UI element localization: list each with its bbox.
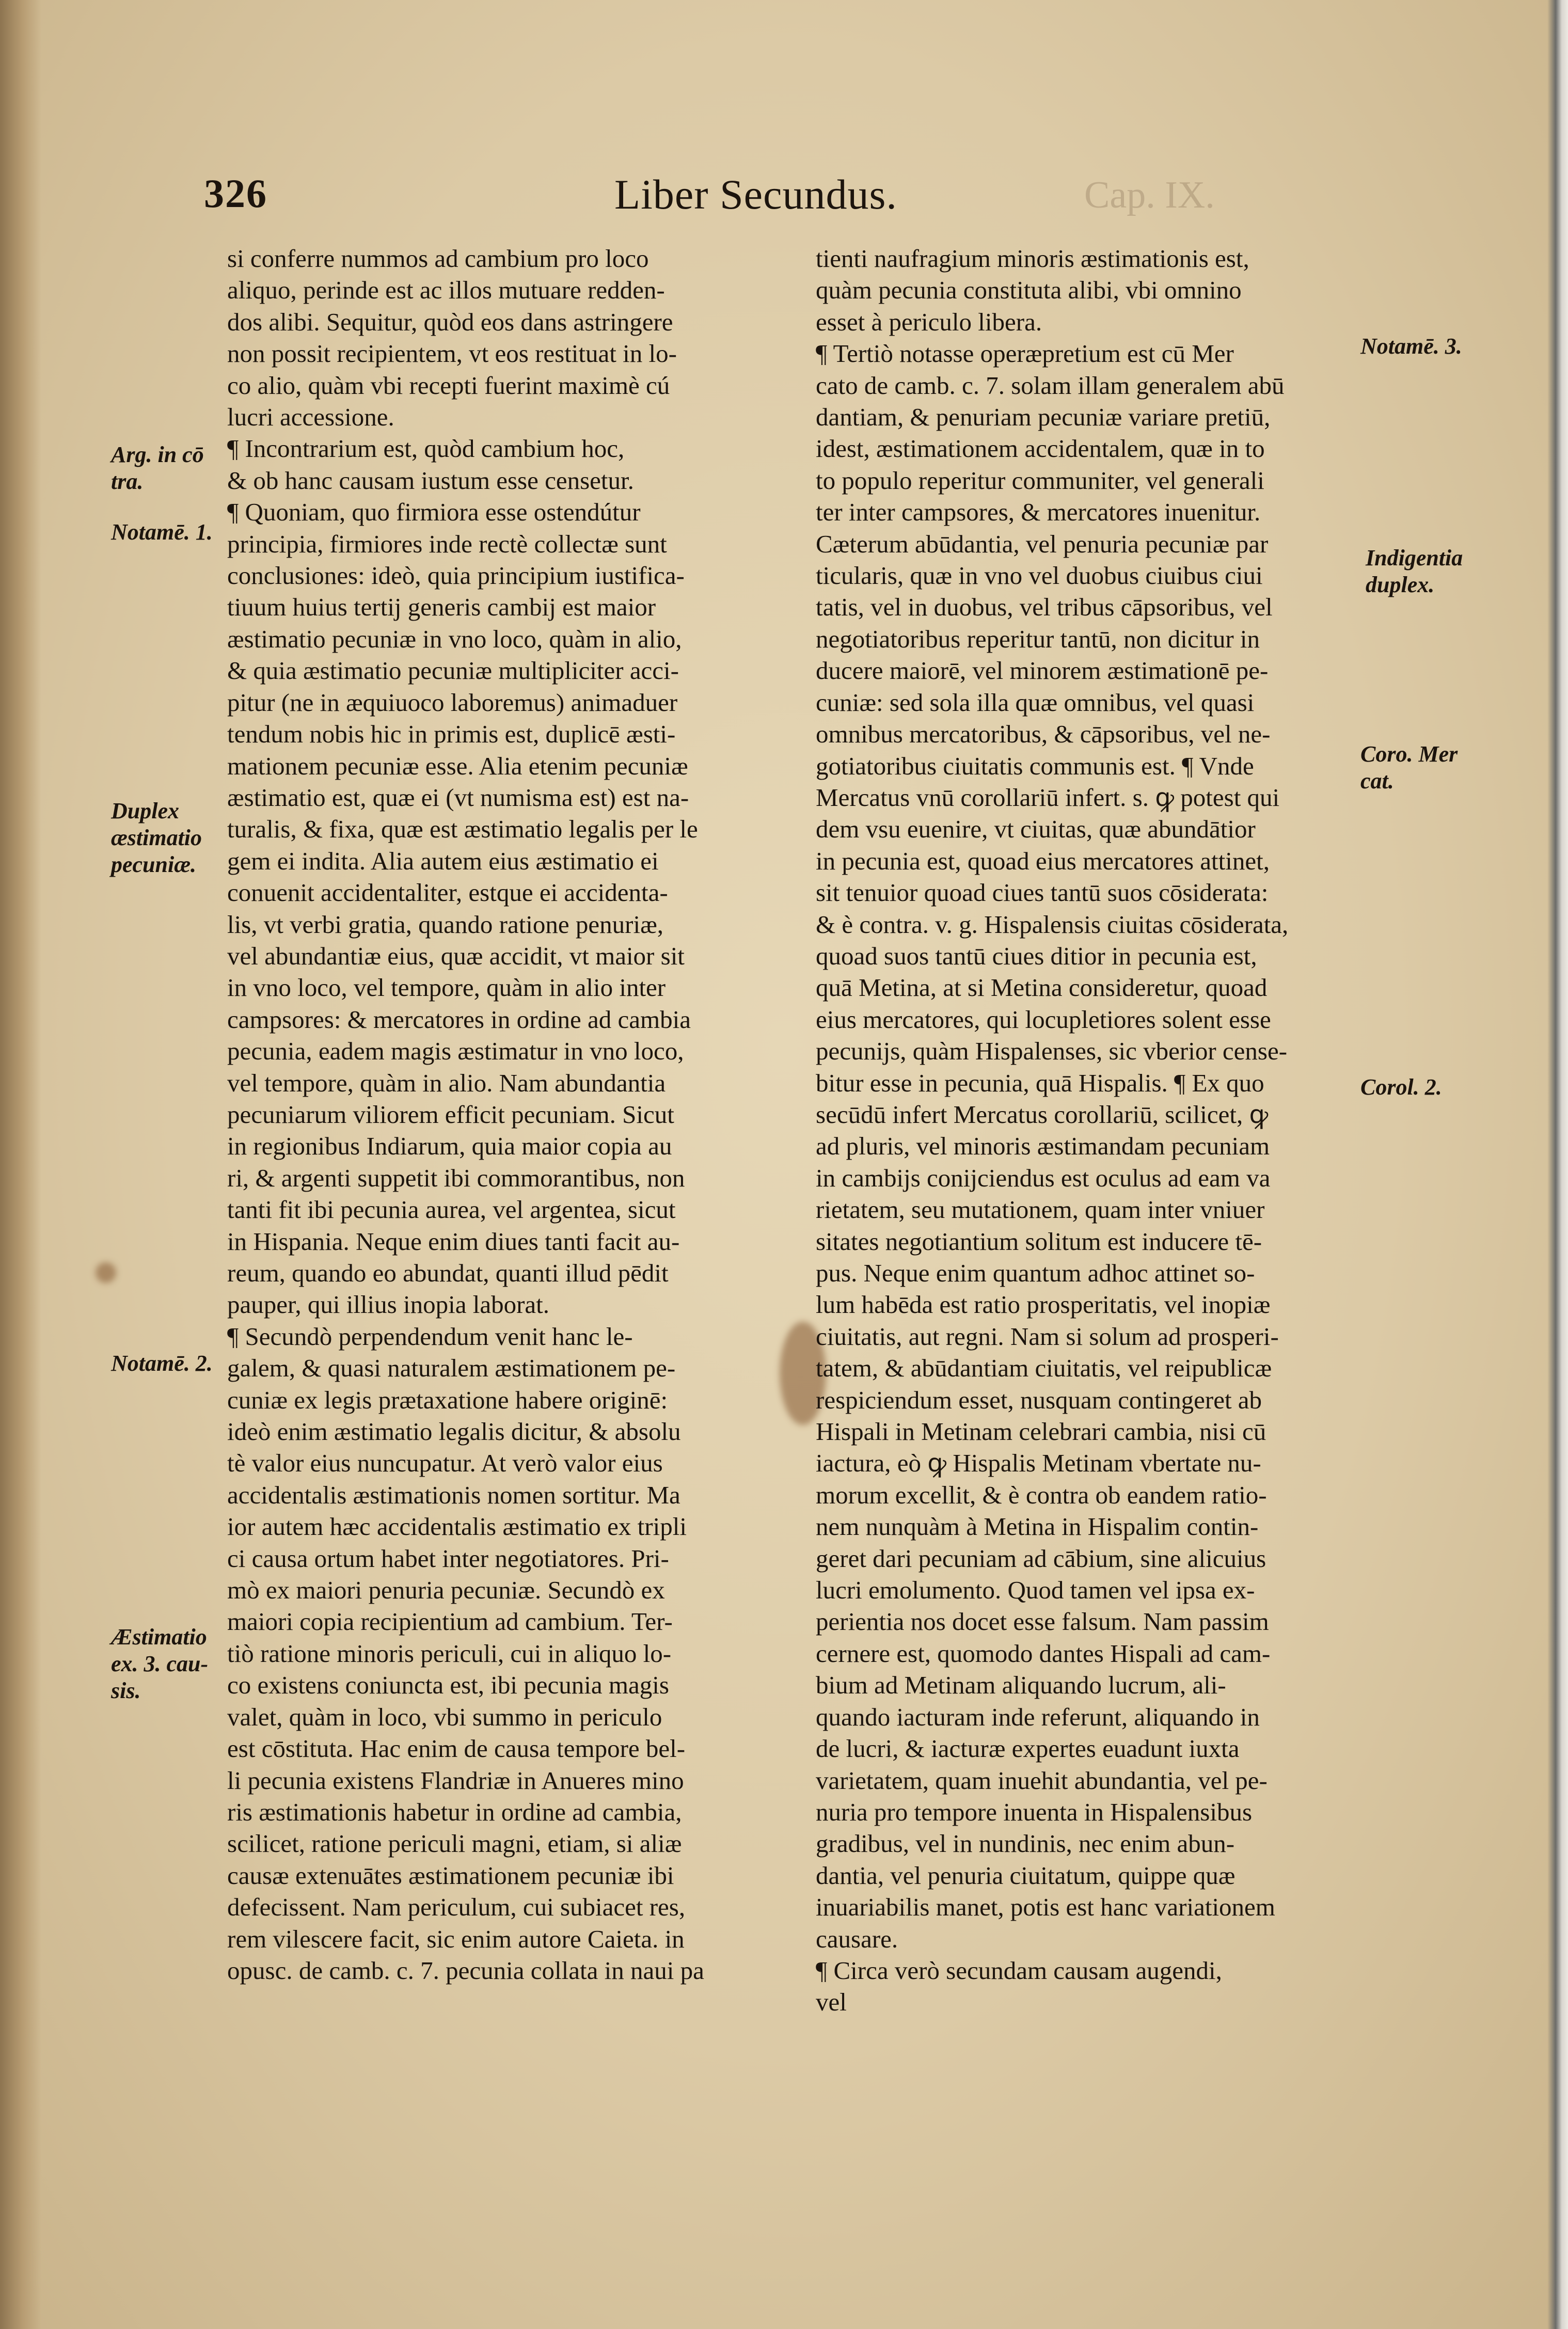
text-line: vel <box>816 1988 847 2017</box>
text-line: esset à periculo libera. <box>816 307 1042 336</box>
margin-note-line: Duplex <box>111 798 179 823</box>
text-line: ciuitatis, aut regni. Nam si solum ad prosperi- <box>816 1322 1279 1351</box>
text-line: Hispali in Metinam celebrari cambia, nisi cū <box>816 1417 1266 1446</box>
text-line: & ob hanc causam iustum esse censetur. <box>227 466 634 495</box>
page-number: 326 <box>204 171 267 216</box>
text-line: opusc. de camb. c. 7. pecunia collata in naui pa <box>227 1956 704 1985</box>
text-line: mationem pecuniæ esse. Alia etenim pecuniæ <box>227 751 688 780</box>
margin-note-line: Notamē. 1. <box>111 519 213 545</box>
text-line: respiciendum esset, nusquam contingeret ab <box>816 1385 1262 1414</box>
text-line: in pecunia est, quoad eius mercatores attinet, <box>816 846 1270 875</box>
text-line: Mercatus vnū corollariū infert. s. ꝙ potest qui <box>816 783 1280 812</box>
margin-note-line: duplex. <box>1366 572 1435 597</box>
margin-note-aestimatio <box>111 1624 208 1704</box>
text-line: ideò enim æstimatio legalis dicitur, & absolu <box>227 1417 681 1446</box>
text-line: in cambijs conijciendus est oculus ad eam va <box>816 1163 1271 1192</box>
text-line: conclusiones: ideò, quia principium iustifica- <box>227 561 685 590</box>
running-head: Liber Secundus. <box>614 171 897 218</box>
text-line: maiori copia recipientium ad cambium. Ter- <box>227 1607 673 1636</box>
text-line: mò ex maiori penuria pecuniæ. Secundò ex <box>227 1576 665 1605</box>
text-line: lis, vt verbi gratia, quando ratione penuriæ, <box>227 910 664 939</box>
text-line: geret dari pecuniam ad cābium, sine alicuius <box>816 1544 1266 1573</box>
text-line: secūdū infert Mercatus corollariū, scilicet, ꝙ <box>816 1100 1269 1129</box>
text-line: conuenit accidentaliter, estque ei accidenta- <box>227 878 668 907</box>
text-line: dem vsu euenire, vt ciuitas, quæ abundātior <box>816 815 1256 844</box>
text-line: to populo reperitur communiter, vel generali <box>816 466 1264 495</box>
margin-note-line: Notamē. 3. <box>1360 334 1462 359</box>
margin-note-arg-in-contra <box>111 441 204 495</box>
text-line: quoad suos tantū ciues ditior in pecunia est, <box>816 941 1257 970</box>
text-line: defecissent. Nam periculum, cui subiacet res, <box>227 1893 686 1922</box>
text-line: accidentalis æstimationis nomen sortitur. Ma <box>227 1480 680 1509</box>
text-line: ¶ Circa verò secundam causam augendi, <box>816 1956 1222 1985</box>
text-line: eius mercatores, qui locupletiores solent esse <box>816 1005 1271 1034</box>
text-line: ¶ Tertiò notasse operæpretium est cū Mer <box>816 339 1234 368</box>
text-line: cuniæ: sed sola illa quæ omnibus, vel quasi <box>816 688 1255 717</box>
text-line: lum habēda est ratio prosperitatis, vel inopiæ <box>816 1290 1271 1319</box>
text-line: principia, firmiores inde rectè collectæ sunt <box>227 529 667 558</box>
text-line: inuariabilis manet, potis est hanc variationem <box>816 1893 1275 1922</box>
text-line: vel abundantiæ eius, quæ accidit, vt maior sit <box>227 941 685 970</box>
text-line: ior autem hæc accidentalis æstimatio ex tripli <box>227 1512 687 1541</box>
text-line: pecunia, eadem magis æstimatur in vno loco, <box>227 1037 684 1066</box>
margin-note-line: Notamē. 2. <box>111 1351 213 1376</box>
text-line: ad pluris, vel minoris æstimandam pecuniam <box>816 1132 1270 1161</box>
text-line: in regionibus Indiarum, quia maior copia au <box>227 1132 672 1161</box>
margin-note-line: pecuniæ. <box>111 852 196 877</box>
text-line: bitur esse in pecunia, quā Hispalis. ¶ Ex quo <box>816 1068 1264 1097</box>
text-line: æstimatio est, quæ ei (vt numisma est) est na- <box>227 783 689 812</box>
text-line: in vno loco, vel tempore, quàm in alio inter <box>227 973 666 1002</box>
text-line: dos alibi. Sequitur, quòd eos dans astringere <box>227 307 673 336</box>
text-line: aliquo, perinde est ac illos mutuare redden- <box>227 276 665 305</box>
text-line: æstimatio pecuniæ in vno loco, quàm in alio, <box>227 624 682 653</box>
margin-note-duplex <box>111 798 202 878</box>
text-line: rem vilescere facit, sic enim autore Caieta. in <box>227 1924 685 1953</box>
text-line: sitates negotiantium solitum est inducere tē- <box>816 1227 1262 1256</box>
margin-note-line: Corol. 2. <box>1360 1074 1442 1100</box>
text-line: co existens coniuncta est, ibi pecunia magis <box>227 1671 669 1700</box>
text-line: ci causa ortum habet inter negotiatores. Pri- <box>227 1544 669 1573</box>
text-line: turalis, & fixa, quæ est æstimatio legalis per le <box>227 815 698 844</box>
margin-note-notame-3 <box>1360 333 1462 360</box>
text-line: campsores: & mercatores in ordine ad cambia <box>227 1005 691 1034</box>
text-line: gem ei indita. Alia autem eius æstimatio ei <box>227 846 659 875</box>
text-line: tanti fit ibi pecunia aurea, vel argentea, sicut <box>227 1195 676 1224</box>
text-line: & quia æstimatio pecuniæ multipliciter acci- <box>227 656 679 685</box>
text-line: non possit recipientem, vt eos restituat in lo- <box>227 339 677 368</box>
text-line: lucri accessione. <box>227 403 394 432</box>
text-line: ducere maiorē, vel minorem æstimationē pe- <box>816 656 1269 685</box>
page-gutter-shadow <box>0 0 41 2329</box>
ink-stain <box>96 1262 116 1283</box>
right-text-column <box>816 243 1384 2018</box>
left-text-column <box>227 243 800 1986</box>
text-line: galem, & quasi naturalem æstimationem pe- <box>227 1354 676 1383</box>
text-line: tiò ratione minoris periculi, cui in aliquo lo- <box>227 1639 672 1668</box>
text-line: li pecunia existens Flandriæ in Anueres mino <box>227 1766 684 1795</box>
margin-note-corol-2 <box>1360 1074 1442 1101</box>
text-line: tatis, vel in duobus, vel tribus cāpsoribus, vel <box>816 593 1273 622</box>
text-line: in Hispania. Neque enim diues tanti facit au- <box>227 1227 680 1256</box>
text-line: perientia nos docet esse falsum. Nam passim <box>816 1607 1269 1636</box>
margin-note-line: Coro. Mer <box>1360 741 1458 767</box>
margin-note-line: æstimatio <box>111 825 202 850</box>
text-line: si conferre nummos ad cambium pro loco <box>227 244 649 273</box>
text-line: tienti naufragium minoris æstimationis est, <box>816 244 1249 273</box>
text-line: morum excellit, & è contra ob eandem ratio- <box>816 1480 1267 1509</box>
text-line: vel tempore, quàm in alio. Nam abundantia <box>227 1068 666 1097</box>
text-line: sit tenuior quoad ciues tantū suos cōsiderata: <box>816 878 1269 907</box>
text-line: lucri emolumento. Quod tamen vel ipsa ex- <box>816 1576 1255 1605</box>
text-line: causare. <box>816 1924 898 1953</box>
text-line: est cōstituta. Hac enim de causa tempore bel- <box>227 1734 686 1763</box>
text-line: causæ extenuātes æstimationem pecuniæ ibi <box>227 1861 674 1890</box>
text-line: pecunijs, quàm Hispalenses, sic vberior cense- <box>816 1037 1288 1066</box>
text-line: tiuum huius tertij generis cambij est maior <box>227 593 656 622</box>
text-line: gradibus, vel in nundinis, nec enim abun- <box>816 1829 1235 1858</box>
text-line: quā Metina, at si Metina consideretur, quoad <box>816 973 1268 1002</box>
text-line: rietatem, seu mutationem, quam inter vniuer <box>816 1195 1265 1224</box>
margin-note-coro-mercat <box>1360 741 1458 795</box>
text-line: ¶ Incontrarium est, quòd cambium hoc, <box>227 434 625 463</box>
margin-note-line: Arg. in cō <box>111 442 204 467</box>
text-line: gotiatoribus ciuitatis communis est. ¶ Vnde <box>816 751 1254 780</box>
text-line: & è contra. v. g. Hispalensis ciuitas cōsiderata, <box>816 910 1289 939</box>
margin-note-line: tra. <box>111 469 144 494</box>
text-line: ticularis, quæ in vno vel duobus ciuibus ciui <box>816 561 1263 590</box>
text-line: scilicet, ratione periculi magni, etiam, si aliæ <box>227 1829 682 1858</box>
margin-note-notame-1 <box>111 519 213 546</box>
text-line: quando iacturam inde referunt, aliquando in <box>816 1702 1260 1731</box>
text-line: nuria pro tempore inuenta in Hispalensibus <box>816 1797 1253 1826</box>
text-line: omnibus mercatoribus, & cāpsoribus, vel ne- <box>816 720 1271 749</box>
text-line: pauper, qui illius inopia laborat. <box>227 1290 550 1319</box>
text-line: bium ad Metinam aliquando lucrum, ali- <box>816 1671 1226 1700</box>
text-line: pus. Neque enim quantum adhoc attinet so- <box>816 1259 1255 1287</box>
page-header <box>0 170 1568 232</box>
text-line: nem nunquàm à Metina in Hispalim contin- <box>816 1512 1259 1541</box>
text-line: pecuniarum viliorem efficit pecuniam. Sicut <box>227 1100 674 1129</box>
margin-note-line: ex. 3. cau- <box>111 1651 209 1676</box>
text-line: tè valor eius nuncupatur. At verò valor eius <box>227 1449 663 1478</box>
text-line: ¶ Quoniam, quo firmiora esse ostendútur <box>227 498 641 527</box>
margin-note-line: Æstimatio <box>111 1624 207 1650</box>
text-line: dantia, vel penuria ciuitatum, quippe quæ <box>816 1861 1236 1890</box>
text-line: tatem, & abūdantiam ciuitatis, vel reipublicæ <box>816 1354 1272 1383</box>
text-line: pitur (ne in æquiuoco laboremus) animaduer <box>227 688 678 717</box>
show-through-head: Cap. IX. <box>1084 174 1215 216</box>
text-line: tendum nobis hic in primis est, duplicē æsti- <box>227 720 676 749</box>
text-line: quàm pecunia constituta alibi, vbi omnino <box>816 276 1242 305</box>
margin-note-indigentia <box>1366 545 1463 598</box>
page-edge <box>1547 0 1568 2329</box>
text-line: ter inter campsores, & mercatores inuenitur. <box>816 498 1261 527</box>
text-line: valet, quàm in loco, vbi summo in periculo <box>227 1702 662 1731</box>
text-line: co alio, quàm vbi recepti fuerint maximè cú <box>227 371 670 400</box>
text-line: cato de camb. c. 7. solam illam generalem abū <box>816 371 1285 400</box>
margin-note-line: sis. <box>111 1678 141 1703</box>
text-line: de lucri, & iacturæ expertes euadunt iuxta <box>816 1734 1240 1763</box>
text-line: reum, quando eo abundat, quanti illud pēdit <box>227 1259 669 1287</box>
margin-note-line: Indigentia <box>1366 545 1463 571</box>
text-line: cuniæ ex legis prætaxatione habere originē: <box>227 1385 668 1414</box>
text-line: iactura, eò ꝙ Hispalis Metinam vbertate nu- <box>816 1449 1261 1478</box>
margin-note-line: cat. <box>1360 768 1394 794</box>
text-line: ri, & argenti suppetit ibi commorantibus, non <box>227 1163 685 1192</box>
text-line: dantiam, & penuriam pecuniæ variare pretiū, <box>816 403 1271 432</box>
text-line: varietatem, quam inuehit abundantia, vel pe- <box>816 1766 1268 1795</box>
text-line: ris æstimationis habetur in ordine ad cambia, <box>227 1797 682 1826</box>
text-line: cernere est, quomodo dantes Hispali ad cam- <box>816 1639 1271 1668</box>
text-line: Cæterum abūdantia, vel penuria pecuniæ par <box>816 529 1269 558</box>
text-line: idest, æstimationem accidentalem, quæ in to <box>816 434 1265 463</box>
margin-note-notame-2 <box>111 1350 213 1377</box>
text-line: ¶ Secundò perpendendum venit hanc le- <box>227 1322 633 1351</box>
text-line: negotiatoribus reperitur tantū, non dicitur in <box>816 624 1260 653</box>
